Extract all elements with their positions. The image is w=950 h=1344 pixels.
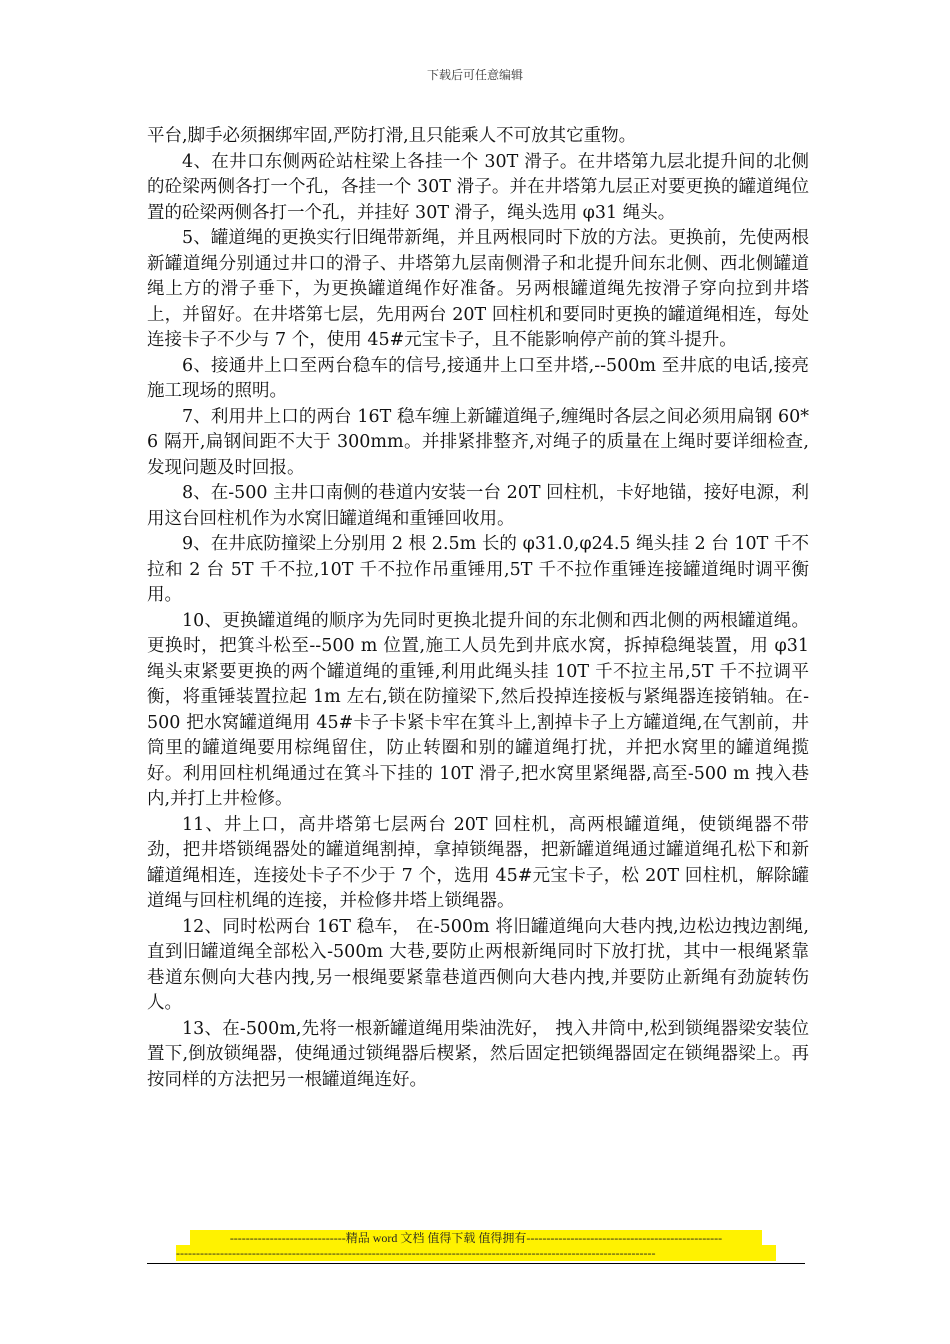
paragraph: 11、井上口，高井塔第七层两台 20T 回柱机，高两根罐道绳，使锁绳器不带劲，把井塔锁绳器处的罐道绳割掉，拿掉锁绳器，把新罐道绳通过罐道绳孔松下和新罐道绳相连，连接处卡子不少于 7 个，选用 45#元宝卡子，松 20T 回柱机，解除罐道绳与回柱机绳的连接，并检修井塔上锁绳器。 <box>147 814 809 911</box>
paragraph: 8、在-500 主井口南侧的巷道内安装一台 20T 回柱机，卡好地锚，接好电源，利用这台回柱机作为水窝旧罐道绳和重锤回收用。 <box>147 483 809 529</box>
paragraph: 4、在井口东侧两砼站柱梁上各挂一个 30T 滑子。在井塔第九层北提升间的北侧的砼梁两侧各打一个孔，各挂一个 30T 滑子。并在井塔第九层正对要更换的罐道绳位置的砼梁两侧各打一个孔，并挂好 30T 滑子，绳头选用 φ31 绳头。 <box>147 151 809 223</box>
paragraph: 6、接通井上口至两台稳车的信号,接通井上口至井塔,--500m 至井底的电话,接亮施工现场的照明。 <box>147 355 809 401</box>
paragraph: 10、更换罐道绳的顺序为先同时更换北提升间的东北侧和西北侧的两根罐道绳。更换时，把箕斗松至--500 m 位置,施工人员先到井底水窝，拆掉稳绳装置，用 φ31 绳头束紧要更换的两个罐道绳的重锤,利用此绳头挂 10T 千不拉主吊,5T 千不拉调平衡，将重锤装置拉起 1m 左右,锁在防撞梁下,然后投掉连接板与紧绳器连接销轴。在-500 把水窝罐道绳用 45#卡子卡紧卡牢在箕斗上,割掉卡子上方罐道绳,在气割前，井筒里的罐道绳要用棕绳留住，防止转圈和别的罐道绳打扰，并把水窝里的罐道绳揽好。利用回柱机绳通过在箕斗下挂的 10T 滑子,把水窝里紧绳器,高至-500 m 拽入巷内,并打上井检修。 <box>147 610 809 809</box>
paragraph: 5、罐道绳的更换实行旧绳带新绳，并且两根同时下放的方法。更换前，先使两根新罐道绳分别通过井口的滑子、井塔第九层南侧滑子和北提升间东北侧、西北侧罐道绳上方的滑子垂下，为更换罐道绳作好准备。另两根罐道绳先按滑子穿向拉到井塔上，并留好。在井塔第七层，先用两台 20T 回柱机和要同时更换的罐道绳相连，每处连接卡子不少与 7 个，使用 45#元宝卡子，且不能影响停产前的箕斗提升。 <box>147 228 809 350</box>
footer-banner-line-1: -----------------------------精品 word 文档 值得下载 值得拥有------------------------------------------------- <box>190 1230 762 1246</box>
page-header: 下载后可任意编辑 <box>426 68 523 82</box>
footer-banner-line-2: ------------------------------------------------------------------------------------------------------------------------ <box>176 1245 776 1261</box>
footer-rule <box>147 1263 805 1264</box>
paragraph: 12、同时松两台 16T 稳车， 在-500m 将旧罐道绳向大巷内拽,边松边拽边割绳,直到旧罐道绳全部松入-500m 大巷,要防止两根新绳同时下放打扰，其中一根绳紧靠巷道东侧向大巷内拽,另一根绳要紧靠巷道西侧向大巷内拽,并要防止新绳有劲旋转伤人。 <box>147 916 809 1013</box>
document-body <box>147 124 809 1093</box>
paragraph: 9、在井底防撞梁上分别用 2 根 2.5m 长的 φ31.0,φ24.5 绳头挂 2 台 10T 千不拉和 2 台 5T 千不拉,10T 千不拉作吊重锤用,5T 千不拉作重锤连接罐道绳时调平衡用。 <box>147 534 809 605</box>
paragraph: 13、在-500m,先将一根新罐道绳用柴油洗好， 拽入井筒中,松到锁绳器梁安装位置下,倒放锁绳器，使绳通过锁绳器后楔紧，然后固定把锁绳器固定在锁绳器梁上。再按同样的方法把另一根罐道绳连好。 <box>147 1018 809 1090</box>
paragraph: 平台,脚手必须捆绑牢固,严防打滑,且只能乘人不可放其它重物。 <box>147 126 637 146</box>
paragraph: 7、利用井上口的两台 16T 稳车缠上新罐道绳子,缠绳时各层之间必须用扁钢 60*6 隔开,扁钢间距不大于 300mm。并排紧排整齐,对绳子的质量在上绳时要详细检查,发现问题及时回报。 <box>147 406 809 478</box>
